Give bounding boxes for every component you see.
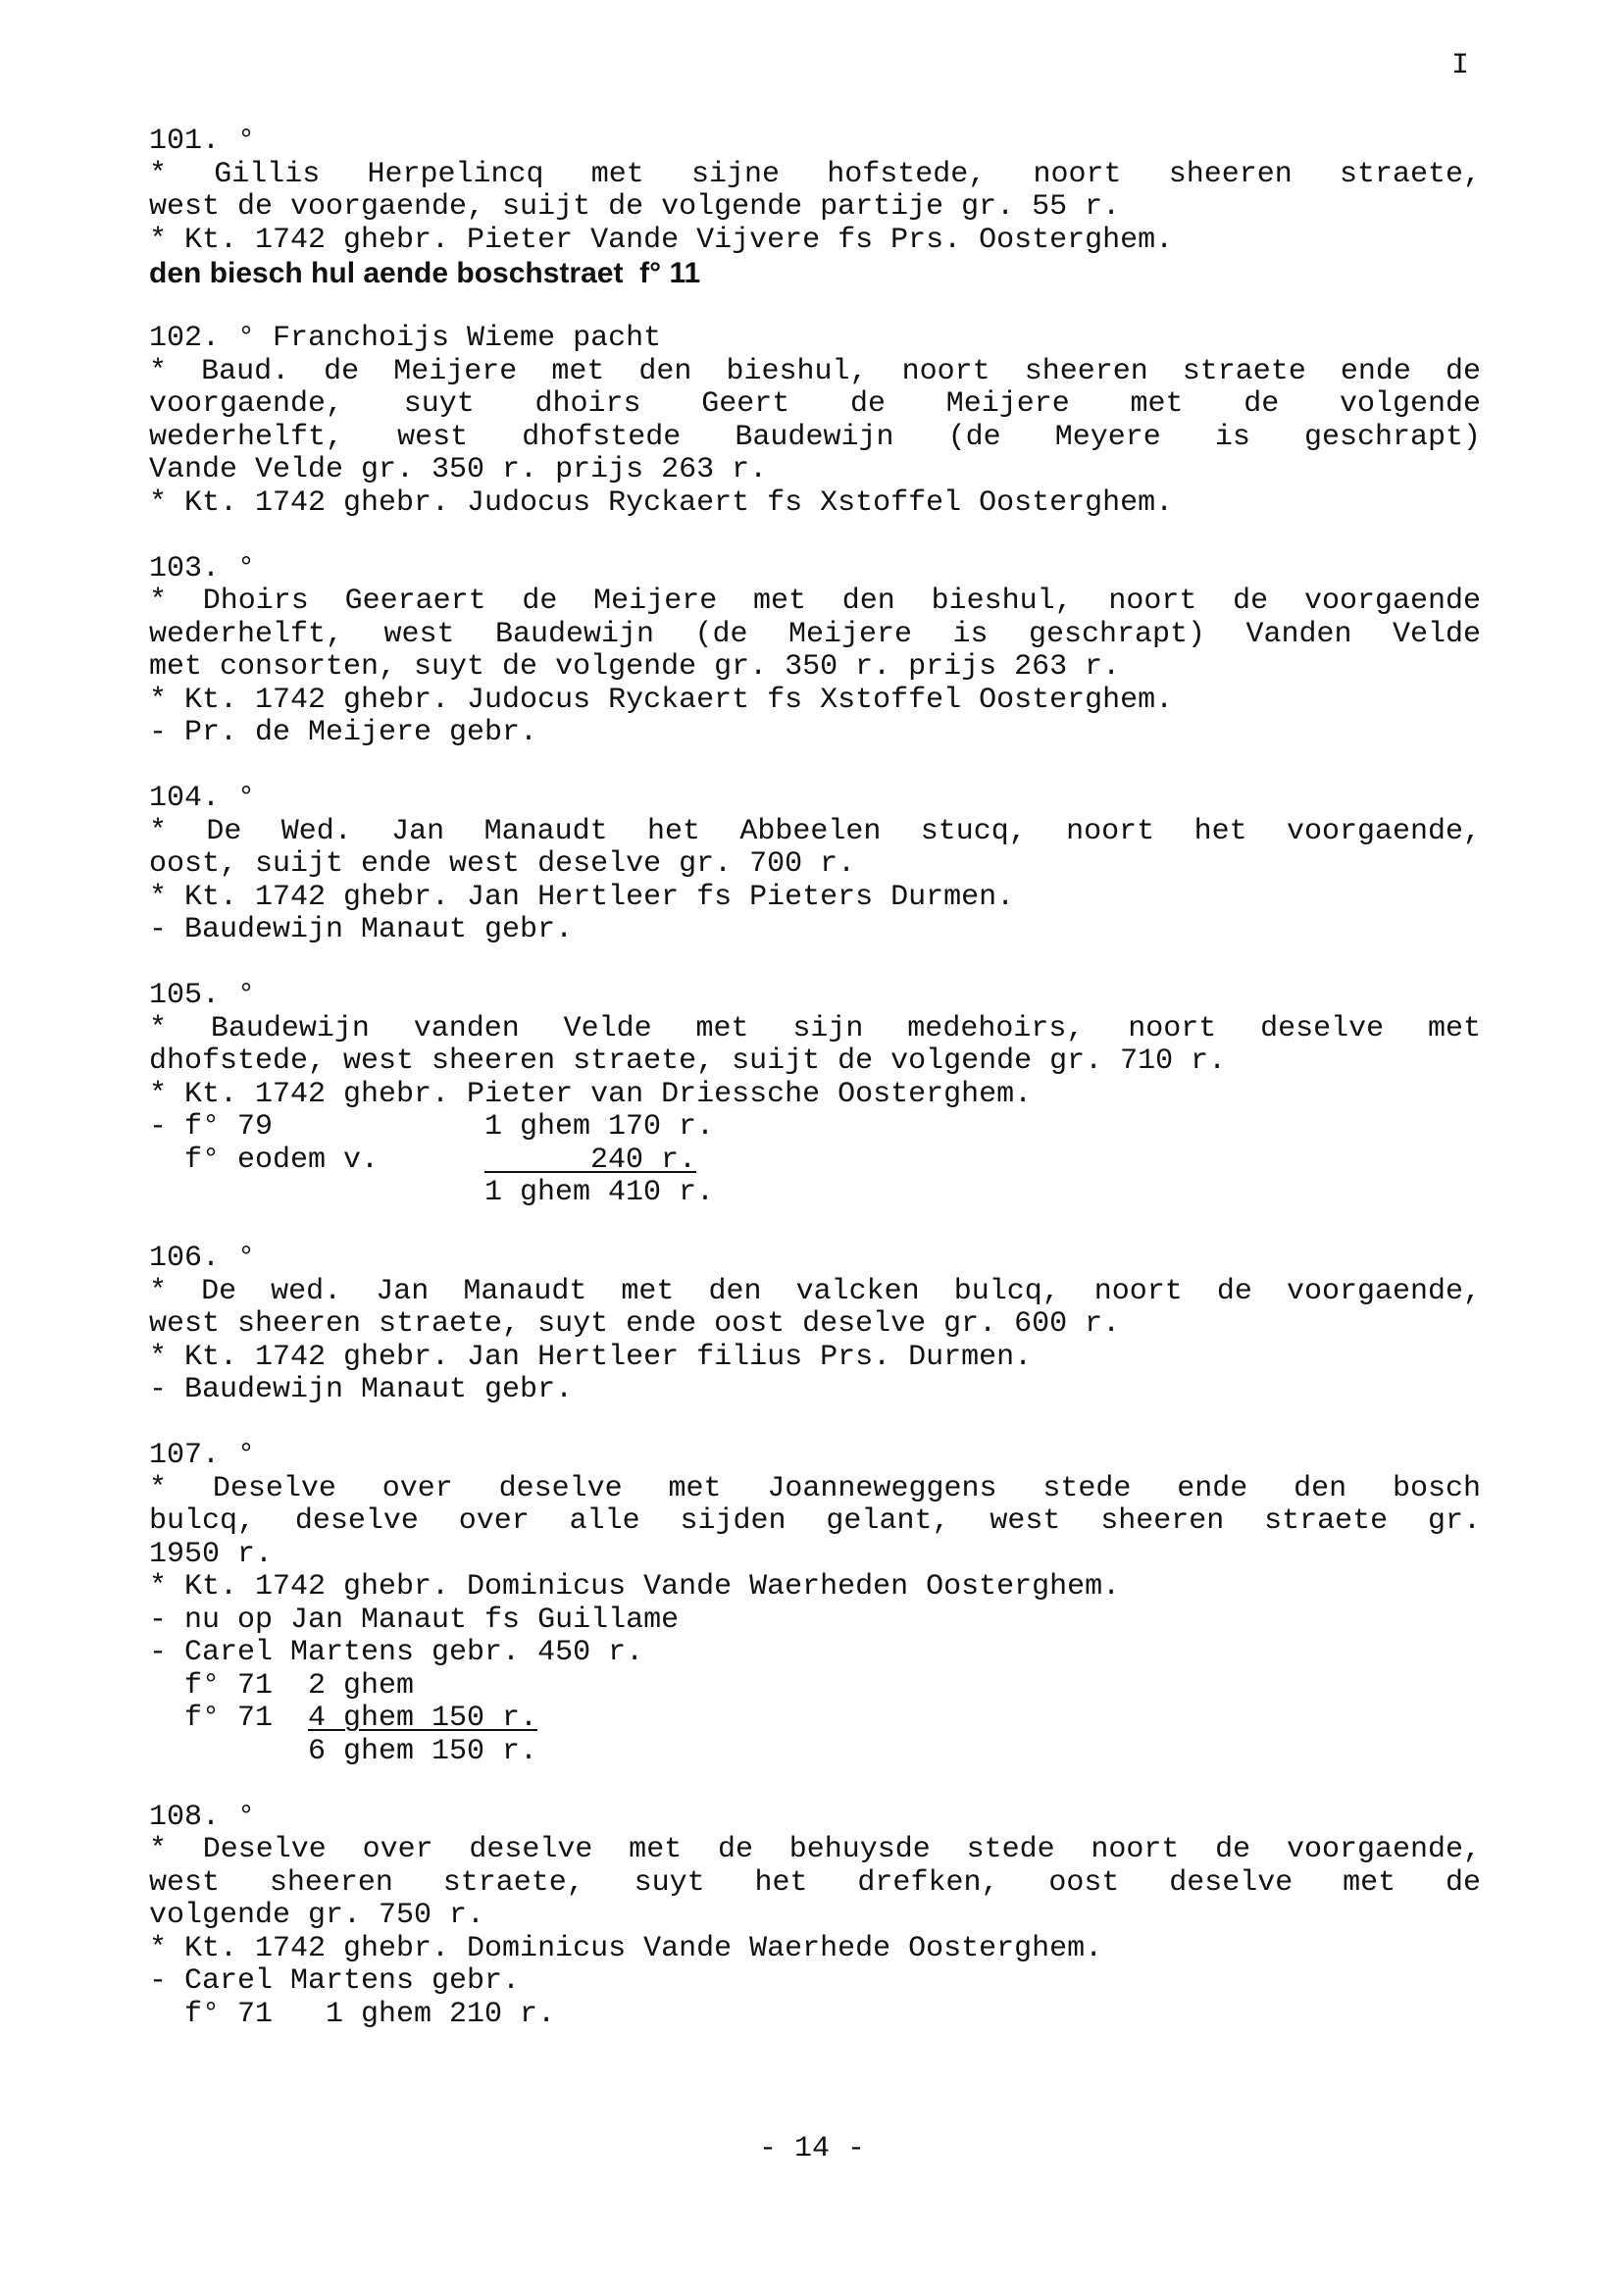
tally-amount: 4 ghem 150 r.: [308, 1702, 538, 1735]
tally-folio: f° 71: [149, 1702, 274, 1735]
entry-line: f° 71 1 ghem 210 r.: [149, 1997, 556, 2031]
tally-row: [149, 1177, 1481, 1210]
entry-line: * Baudewijn vanden Velde met sijn medehoirs, noort deselve met: [149, 1011, 1481, 1045]
tally-row: [149, 1736, 1481, 1769]
section-heading: den biesch hul aende boschstraet f° 11: [149, 257, 701, 289]
tally-amount: 6 ghem 150 r.: [308, 1734, 538, 1768]
entry-line: wederhelft, west dhofstede Baudewijn (de Meyere is geschrapt): [149, 420, 1481, 454]
tally-folio: f° eodem v.: [149, 1143, 380, 1177]
entry-line: wederhelft, west Baudewijn (de Meijere is geschrapt) Vanden Velde: [149, 617, 1481, 651]
entry-line: - Carel Martens gebr.: [149, 1964, 521, 1998]
tally-row: [149, 1670, 1481, 1704]
entry-line: west de voorgaende, suijt de volgende partije gr. 55 r.: [149, 190, 1121, 224]
entry-106: [149, 1243, 1481, 1407]
tally-amount: 1 ghem 410 r.: [484, 1176, 715, 1209]
entry-line: west sheeren straete, suyt het drefken, oost deselve met de: [149, 1865, 1481, 1900]
entry-line: - Baudewijn Manaut gebr.: [149, 1373, 574, 1406]
entry-line: * Kt. 1742 ghebr. Judocus Ryckaert fs Xstoffel Oosterghem.: [149, 683, 1174, 717]
entry-number: 105. °: [149, 979, 256, 1012]
entry-line: * Kt. 1742 ghebr. Jan Hertleer filius Prs. Durmen.: [149, 1340, 1033, 1374]
entry-number: 101. °: [149, 125, 256, 158]
entry-line: dhofstede, west sheeren straete, suijt de volgende gr. 710 r.: [149, 1044, 1227, 1078]
entry-line: * Kt. 1742 ghebr. Dominicus Vande Waerhede Oosterghem.: [149, 1931, 1103, 1965]
entry-102: [149, 323, 1481, 520]
entry-line: west sheeren straete, suyt ende oost deselve gr. 600 r.: [149, 1307, 1121, 1341]
corner-mark: I: [1451, 49, 1470, 82]
entry-line: bulcq, deselve over alle sijden gelant, west sheeren straete gr.: [149, 1504, 1481, 1538]
entry-number: 103. °: [149, 551, 256, 585]
tally-amount: 2 ghem: [308, 1668, 415, 1703]
entry-108: [149, 1802, 1481, 2032]
entry-number: 106. °: [149, 1242, 256, 1275]
entry-number: 107. °: [149, 1439, 256, 1472]
entry-line: - Carel Martens gebr. 450 r.: [149, 1636, 644, 1669]
entry-103: [149, 553, 1481, 750]
tally-row: [149, 1145, 1481, 1178]
entry-line: * Kt. 1742 ghebr. Dominicus Vande Waerheden Oosterghem.: [149, 1570, 1121, 1604]
entry-line: * Kt. 1742 ghebr. Pieter Vande Vijvere fs Prs. Oosterghem.: [149, 223, 1174, 257]
entry-101: [149, 126, 1481, 290]
entry-line: met consorten, suyt de volgende gr. 350 r. prijs 263 r.: [149, 650, 1121, 684]
entry-107: [149, 1440, 1481, 1768]
entry-line: * Kt. 1742 ghebr. Jan Hertleer fs Pieters Durmen.: [149, 880, 1015, 914]
tally-folio: - f° 79: [149, 1110, 274, 1144]
entry-number: 108. °: [149, 1800, 256, 1834]
page-number: - 14 -: [758, 2132, 866, 2165]
entry-line: volgende gr. 750 r.: [149, 1899, 485, 1932]
entry-105: [149, 980, 1481, 1210]
document-body: [149, 126, 1481, 2064]
tally-folio: f° 71: [149, 1668, 274, 1703]
entry-line: * De wed. Jan Manaudt met den valcken bulcq, noort de voorgaende,: [149, 1274, 1481, 1308]
entry-line: * Kt. 1742 ghebr. Pieter van Driessche Oosterghem.: [149, 1077, 1033, 1111]
entry-line: - Pr. de Meijere gebr.: [149, 716, 538, 749]
entry-number: 104. °: [149, 782, 256, 815]
entry-line: - nu op Jan Manaut fs Guillame: [149, 1603, 680, 1637]
entry-104: [149, 783, 1481, 947]
entry-line: Vande Velde gr. 350 r. prijs 263 r.: [149, 453, 768, 486]
tally-row: [149, 1111, 1481, 1145]
entry-line: oost, suijt ende west deselve gr. 700 r.: [149, 847, 856, 881]
entry-line: * Deselve over deselve met Joanneweggens stede ende den bosch: [149, 1471, 1481, 1505]
entry-line: - Baudewijn Manaut gebr.: [149, 913, 574, 946]
entry-line: * Baud. de Meijere met den bieshul, noort sheeren straete ende de: [149, 354, 1481, 388]
entry-line: 1950 r.: [149, 1537, 274, 1571]
tally-row: [149, 1703, 1481, 1736]
tally-amount: 1 ghem 170 r.: [484, 1110, 715, 1144]
entry-number: 102. ° Franchoijs Wieme pacht: [149, 322, 662, 355]
entry-line: * De Wed. Jan Manaudt het Abbeelen stucq, noort het voorgaende,: [149, 814, 1481, 848]
entry-line: * Dhoirs Geeraert de Meijere met den bieshul, noort de voorgaende: [149, 585, 1481, 618]
entry-line: * Deselve over deselve met de behuysde stede noort de voorgaende,: [149, 1833, 1481, 1866]
tally-amount: 240 r.: [484, 1143, 697, 1177]
entry-line: voorgaende, suyt dhoirs Geert de Meijere met de volgende: [149, 387, 1481, 421]
entry-line: * Kt. 1742 ghebr. Judocus Ryckaert fs Xstoffel Oosterghem.: [149, 485, 1174, 520]
entry-line: * Gillis Herpelincq met sijne hofstede, noort sheeren straete,: [149, 157, 1481, 191]
